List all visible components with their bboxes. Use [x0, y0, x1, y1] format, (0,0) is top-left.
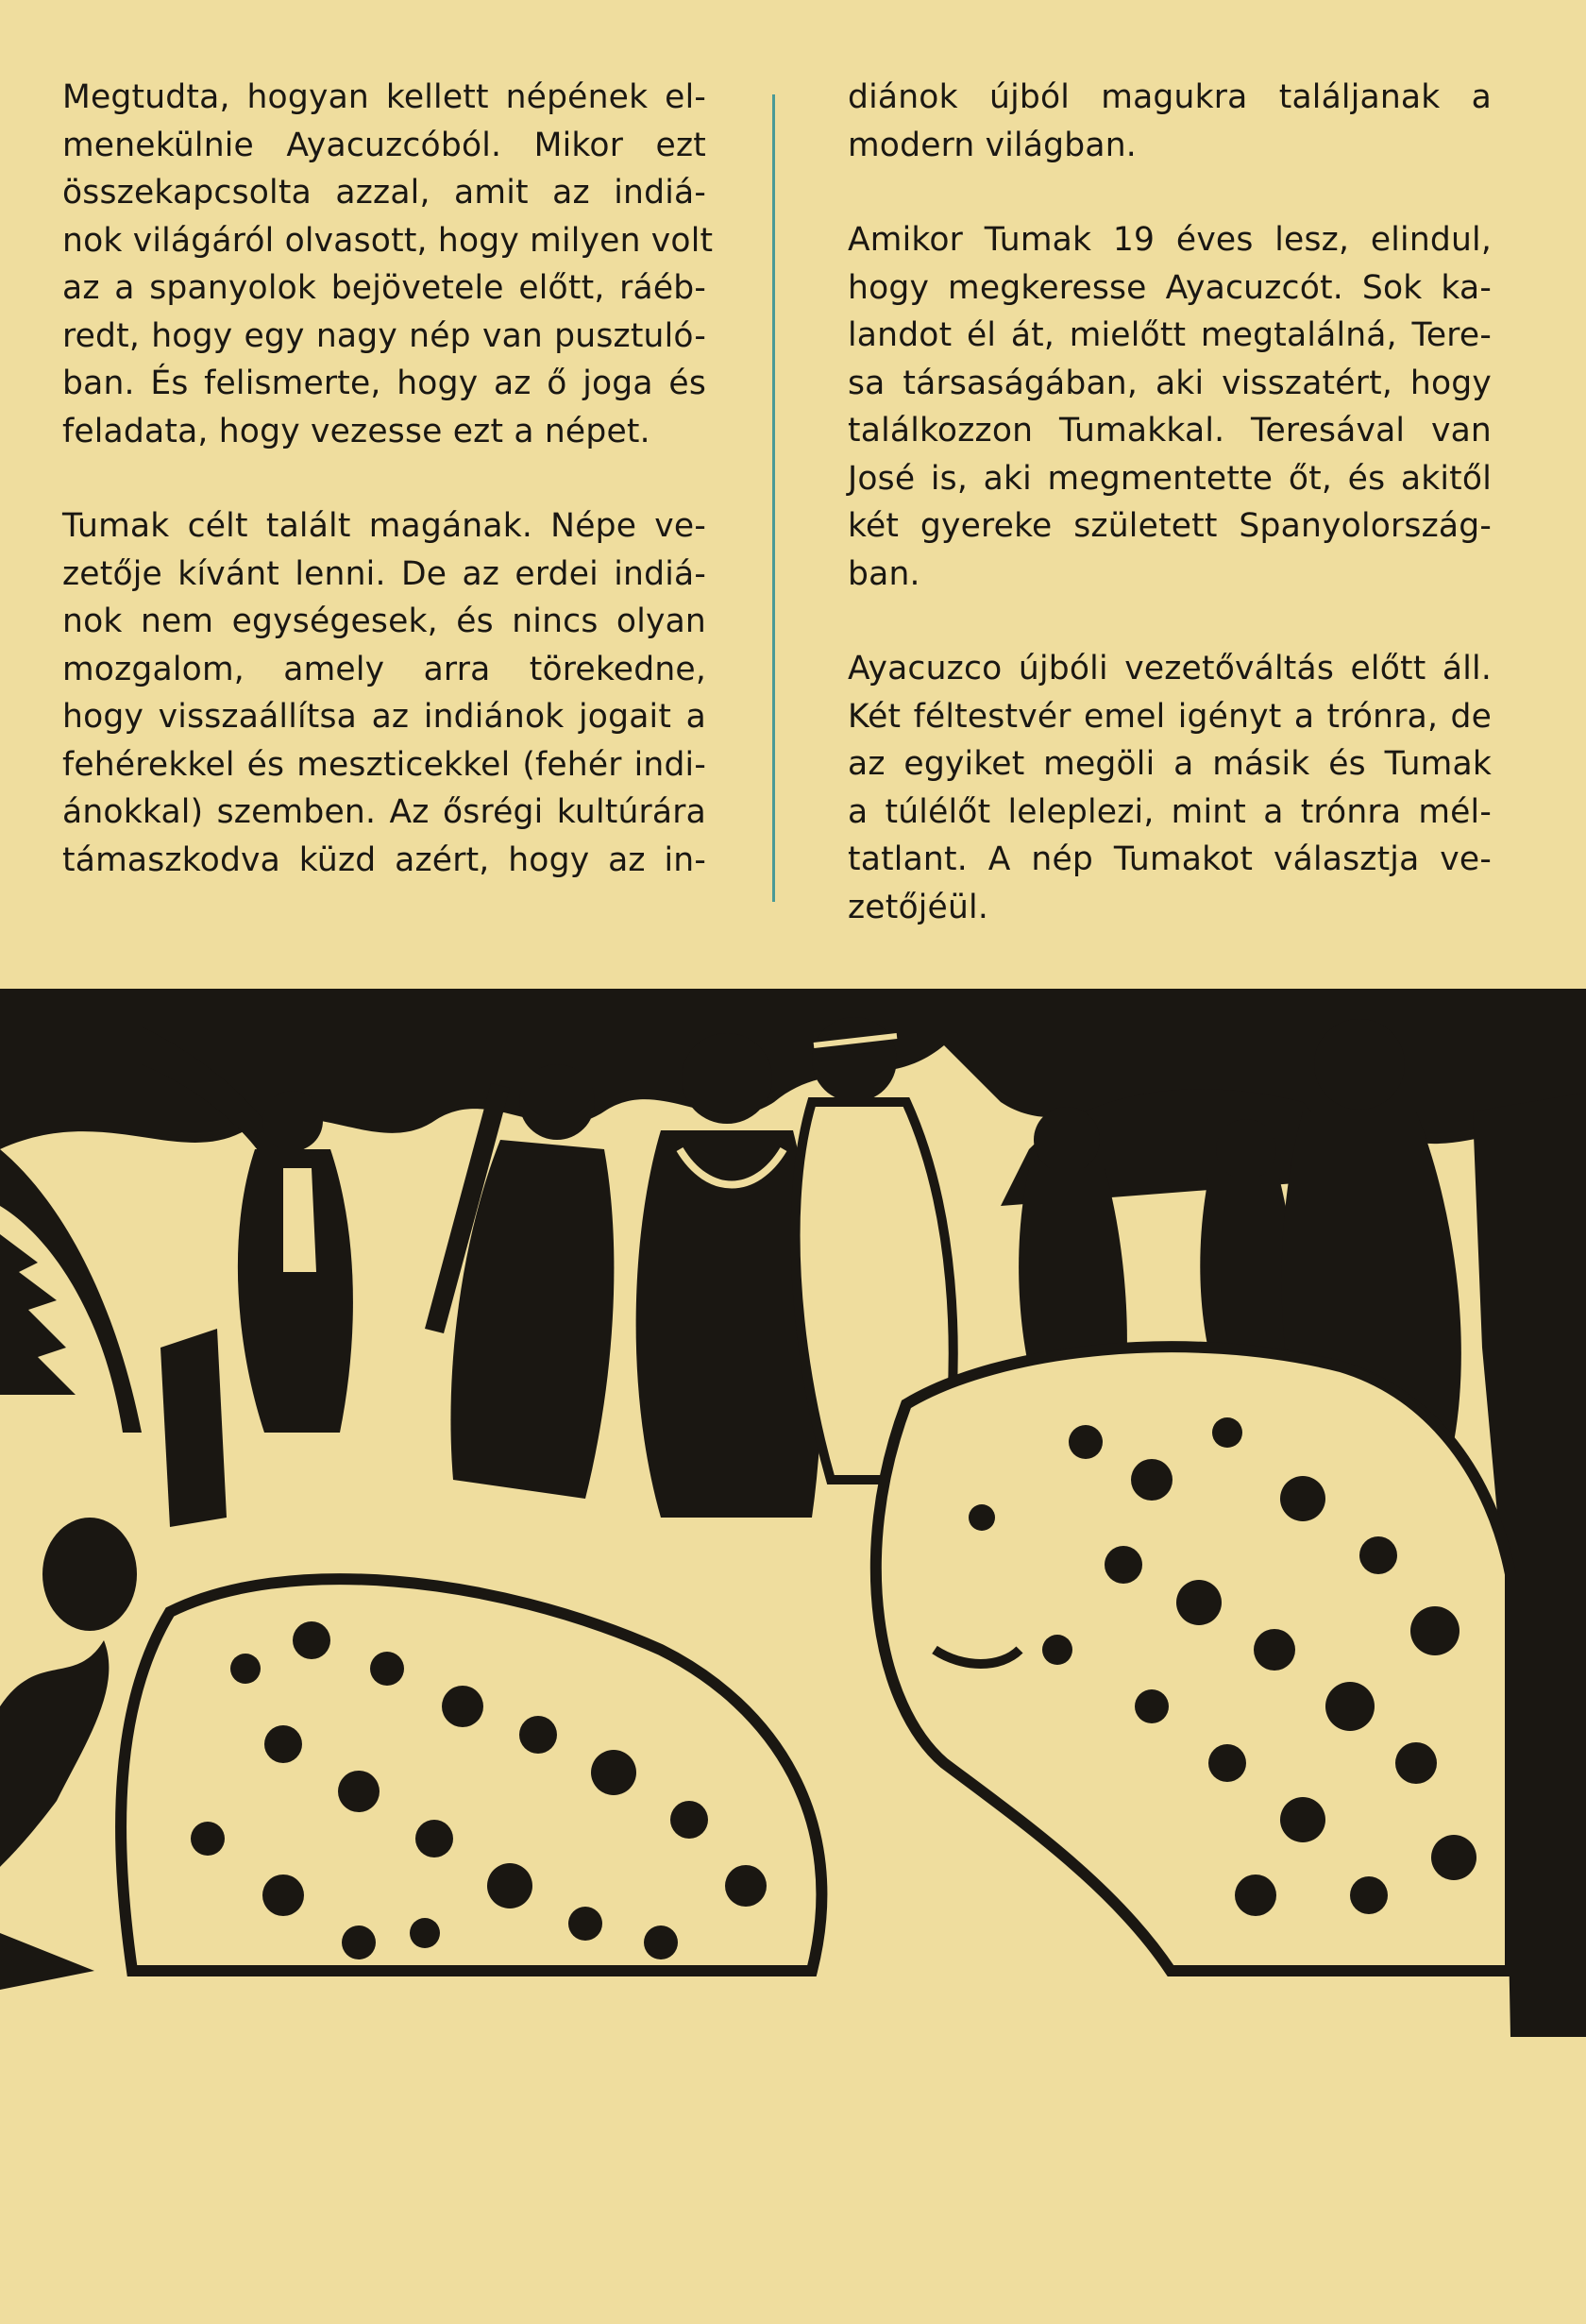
text-line: Megtudta, hogyan kellett népének el-	[62, 78, 706, 116]
text-line: hogy visszaállítsa az indiánok jogait a	[62, 698, 706, 736]
text-line: diánok újból magukra találjanak a	[848, 78, 1492, 116]
text-line: támaszkodva küzd azért, hogy az in-	[62, 840, 706, 879]
left-text-column	[62, 74, 714, 884]
text-line: sa társaságában, aki visszatért, hogy	[848, 364, 1492, 402]
paragraph-gap	[62, 455, 706, 502]
text-line: José is, aki megmentette őt, és akitől	[848, 459, 1492, 498]
text-line: összekapcsolta azzal, amit az indiá-	[62, 174, 706, 212]
text-line: nok világáról olvasott, hogy milyen volt	[62, 221, 714, 260]
text-line: Tumak célt talált magának. Népe ve-	[62, 507, 706, 545]
right-text-column	[848, 74, 1492, 931]
text-line: ban. És felismerte, hogy az ő joga és	[62, 365, 706, 402]
text-line: a túlélőt leleplezi, mint a trónra mél-	[848, 792, 1492, 831]
right-paragraph-2	[848, 216, 1492, 598]
text-line: modern világban.	[848, 126, 1137, 164]
text-line: két gyereke született Spanyolország-	[848, 507, 1492, 545]
text-line: landot él át, mielőtt megtalálná, Tere-	[848, 316, 1492, 354]
column-divider	[772, 94, 775, 902]
ground-bushes	[0, 1640, 109, 1990]
text-line: redt, hogy egy nagy nép van pusztuló-	[62, 316, 706, 355]
text-line: Két féltestvér emel igényt a trónra, de	[848, 697, 1492, 736]
jungle-jaguar-illustration	[0, 989, 1586, 2037]
text-line: nok nem egységesek, és nincs olyan	[62, 602, 706, 640]
text-line: az a spanyolok bejövetele előtt, ráéb-	[62, 269, 706, 307]
text-line: ban.	[848, 554, 920, 593]
text-line: ánokkal) szemben. Az ősrégi kultúrára	[62, 793, 706, 831]
left-paragraph-2	[62, 502, 706, 884]
text-line: zetője kívánt lenni. De az erdei indiá-	[62, 554, 706, 593]
paragraph-gap	[848, 598, 1492, 645]
text-line: találkozzon Tumakkal. Teresával van	[848, 412, 1492, 450]
text-line: Amikor Tumak 19 éves lesz, elindul,	[848, 221, 1492, 259]
text-line: hogy megkeresse Ayacuzcót. Sok ka-	[848, 268, 1492, 307]
text-line: zetőjéül.	[848, 888, 988, 926]
left-paragraph-1	[62, 74, 714, 455]
right-paragraph-3	[848, 645, 1492, 931]
text-line: Ayacuzco újbóli vezetőváltás előtt áll.	[848, 650, 1492, 687]
text-line: menekülnie Ayacuzcóból. Mikor ezt	[62, 126, 706, 164]
text-line: az egyiket megöli a másik és Tumak	[848, 745, 1492, 783]
right-paragraph-1	[848, 74, 1492, 169]
text-line: mozgalom, amely arra törekedne,	[62, 650, 706, 688]
text-line: fehérekkel és meszticekkel (fehér indi-	[62, 745, 706, 784]
paragraph-gap	[848, 169, 1492, 216]
text-line: tatlant. A nép Tumakot választja ve-	[848, 840, 1492, 878]
text-line: feladata, hogy vezesse ezt a népet.	[62, 412, 650, 450]
